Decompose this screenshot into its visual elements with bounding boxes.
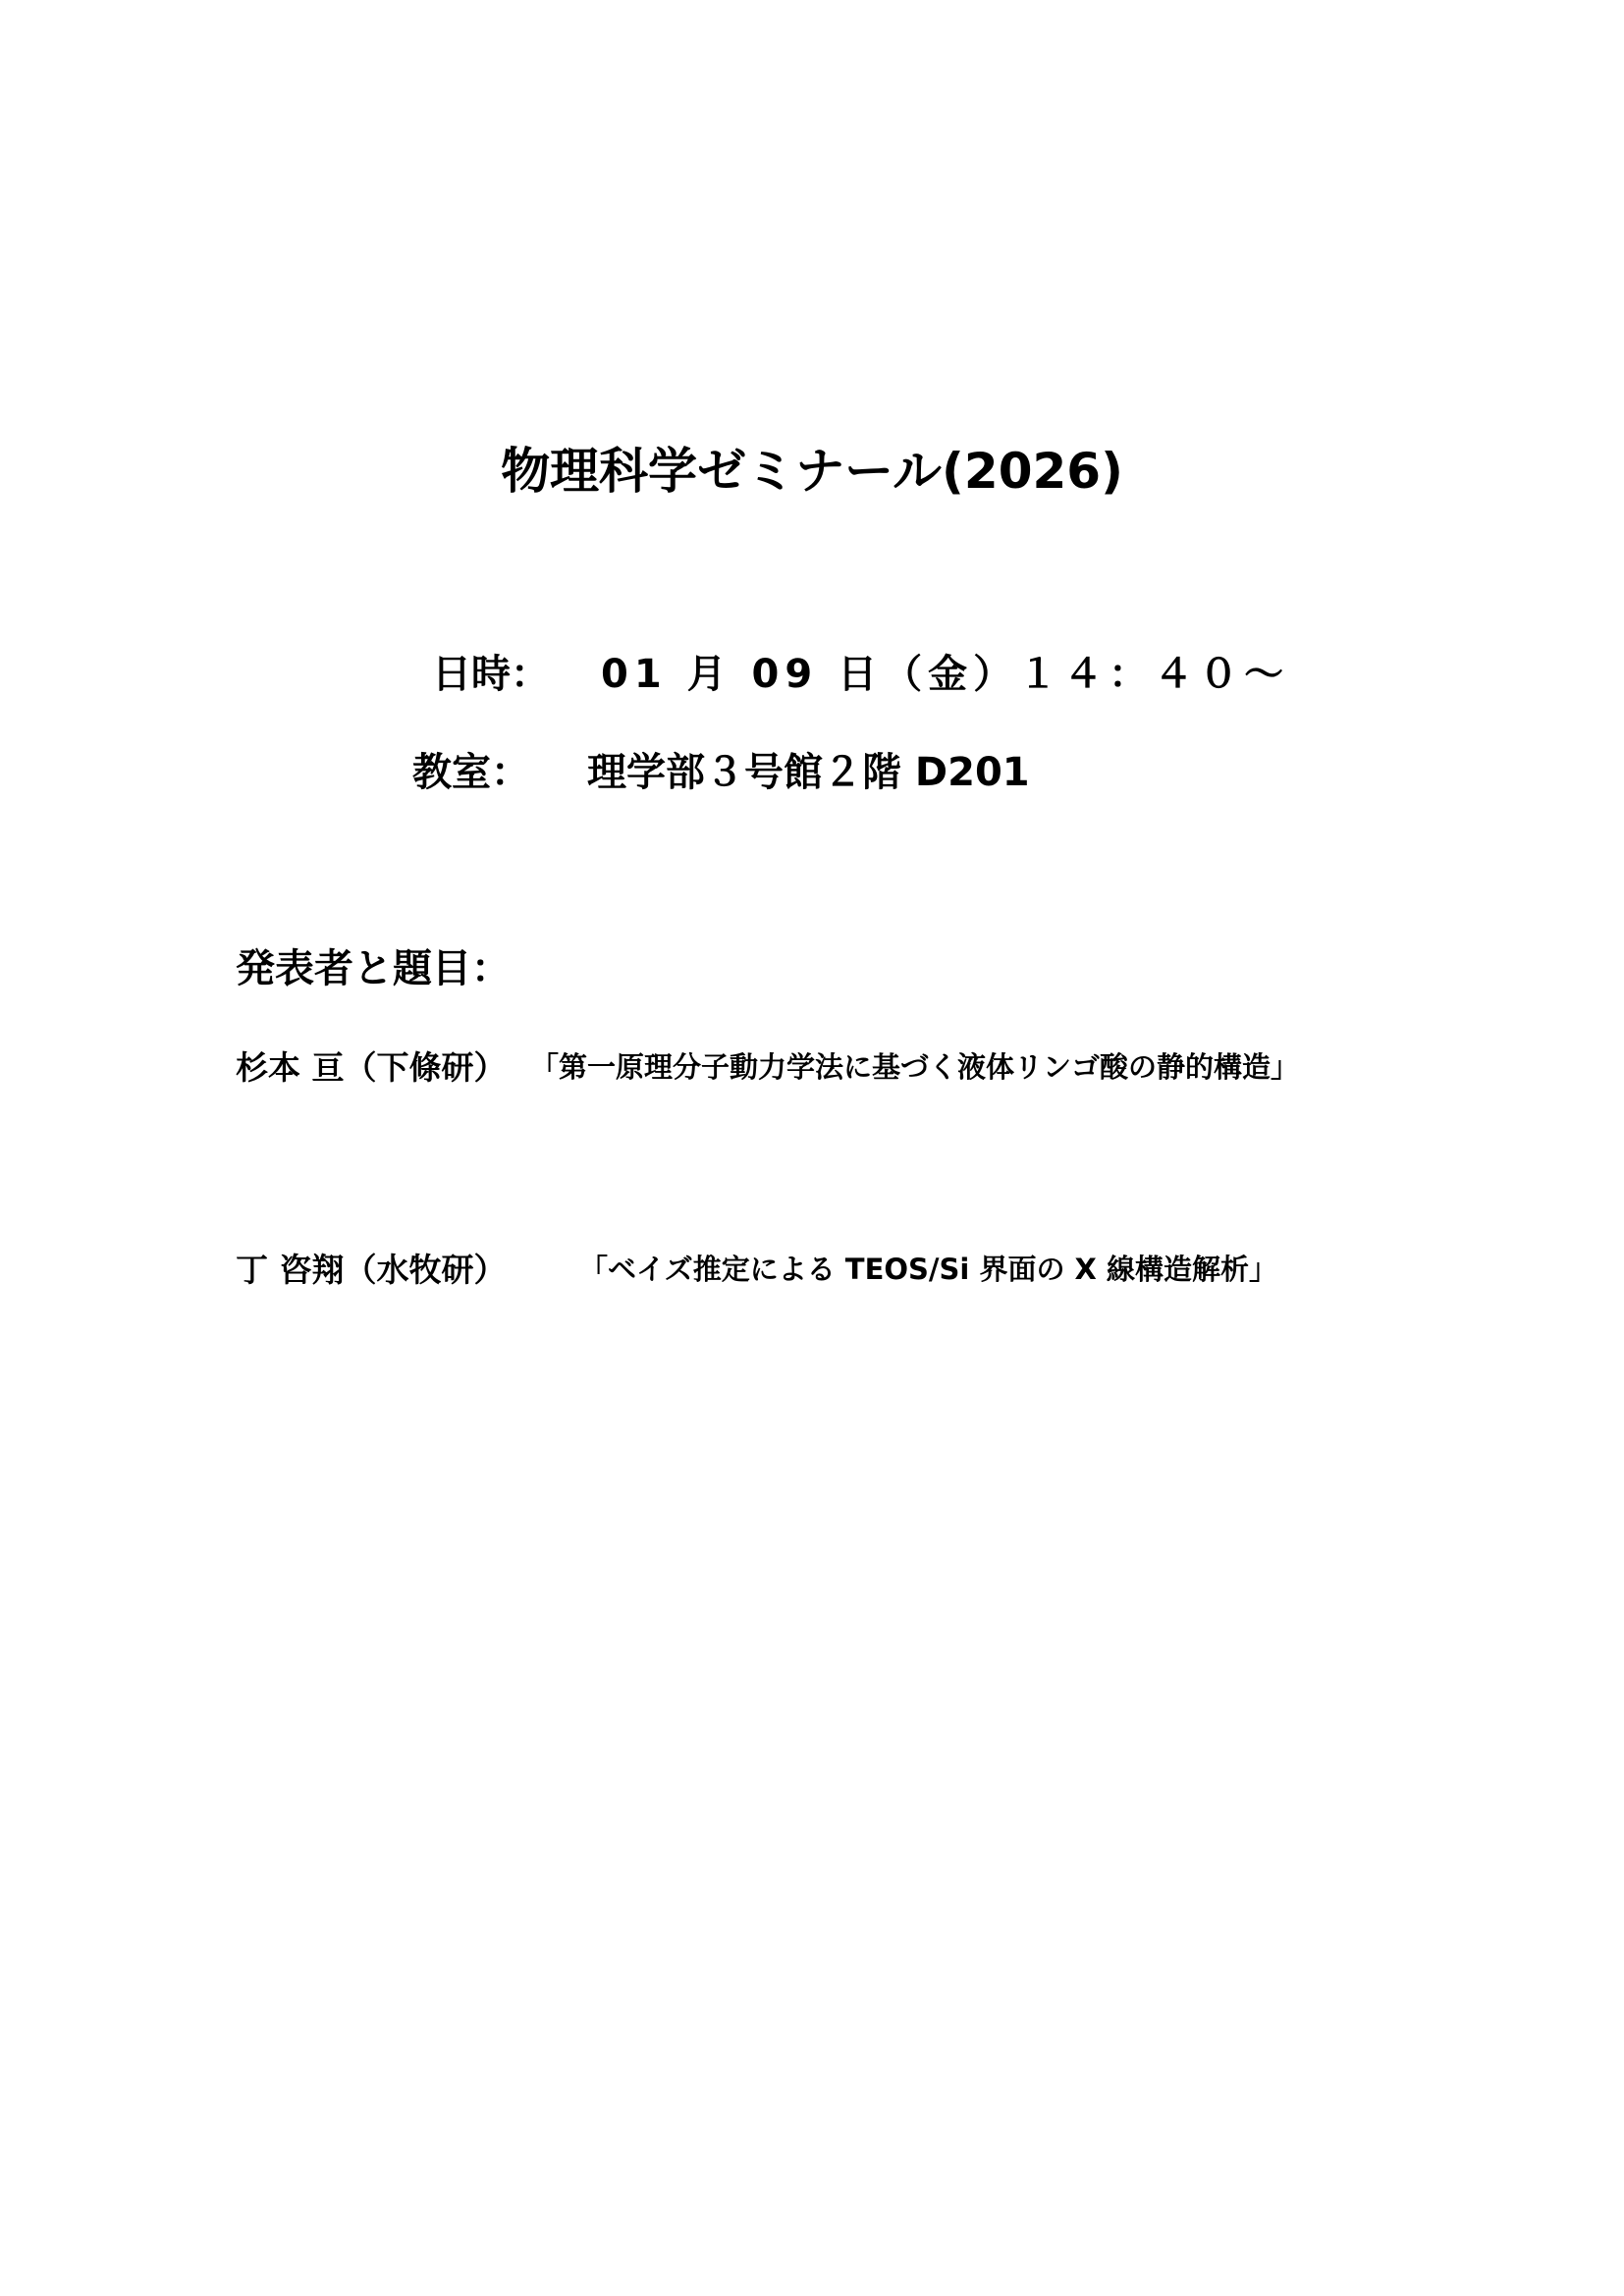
page-title: 物理科学ゼミナール(2026) — [501, 443, 1123, 500]
presenter-item — [236, 1245, 1414, 1294]
room-value: 理学部３号館２階 D201 — [587, 750, 1030, 795]
datetime-row — [432, 643, 1316, 702]
datetime-value: 01 月 09 日（金）１４：４０～ — [601, 652, 1290, 697]
presentation-title: 「第一原理分子動力学法に基づく液体リンゴ酸の静的構造」 — [530, 1050, 1300, 1084]
presenter-name: 丁 咨翔（水牧研） — [236, 1251, 507, 1289]
presentation-title: 「ベイズ推定による TEOS/Si 界面の X 線構造解析」 — [579, 1253, 1278, 1286]
room-label: 教室： — [412, 750, 530, 795]
datetime-label: 日時： — [432, 652, 550, 697]
presenters-heading: 発表者と題目： — [236, 946, 511, 991]
presenter-name: 杉本 亘（下條研） — [236, 1048, 507, 1087]
presenter-item — [236, 1042, 1414, 1092]
room-row — [412, 741, 1296, 800]
